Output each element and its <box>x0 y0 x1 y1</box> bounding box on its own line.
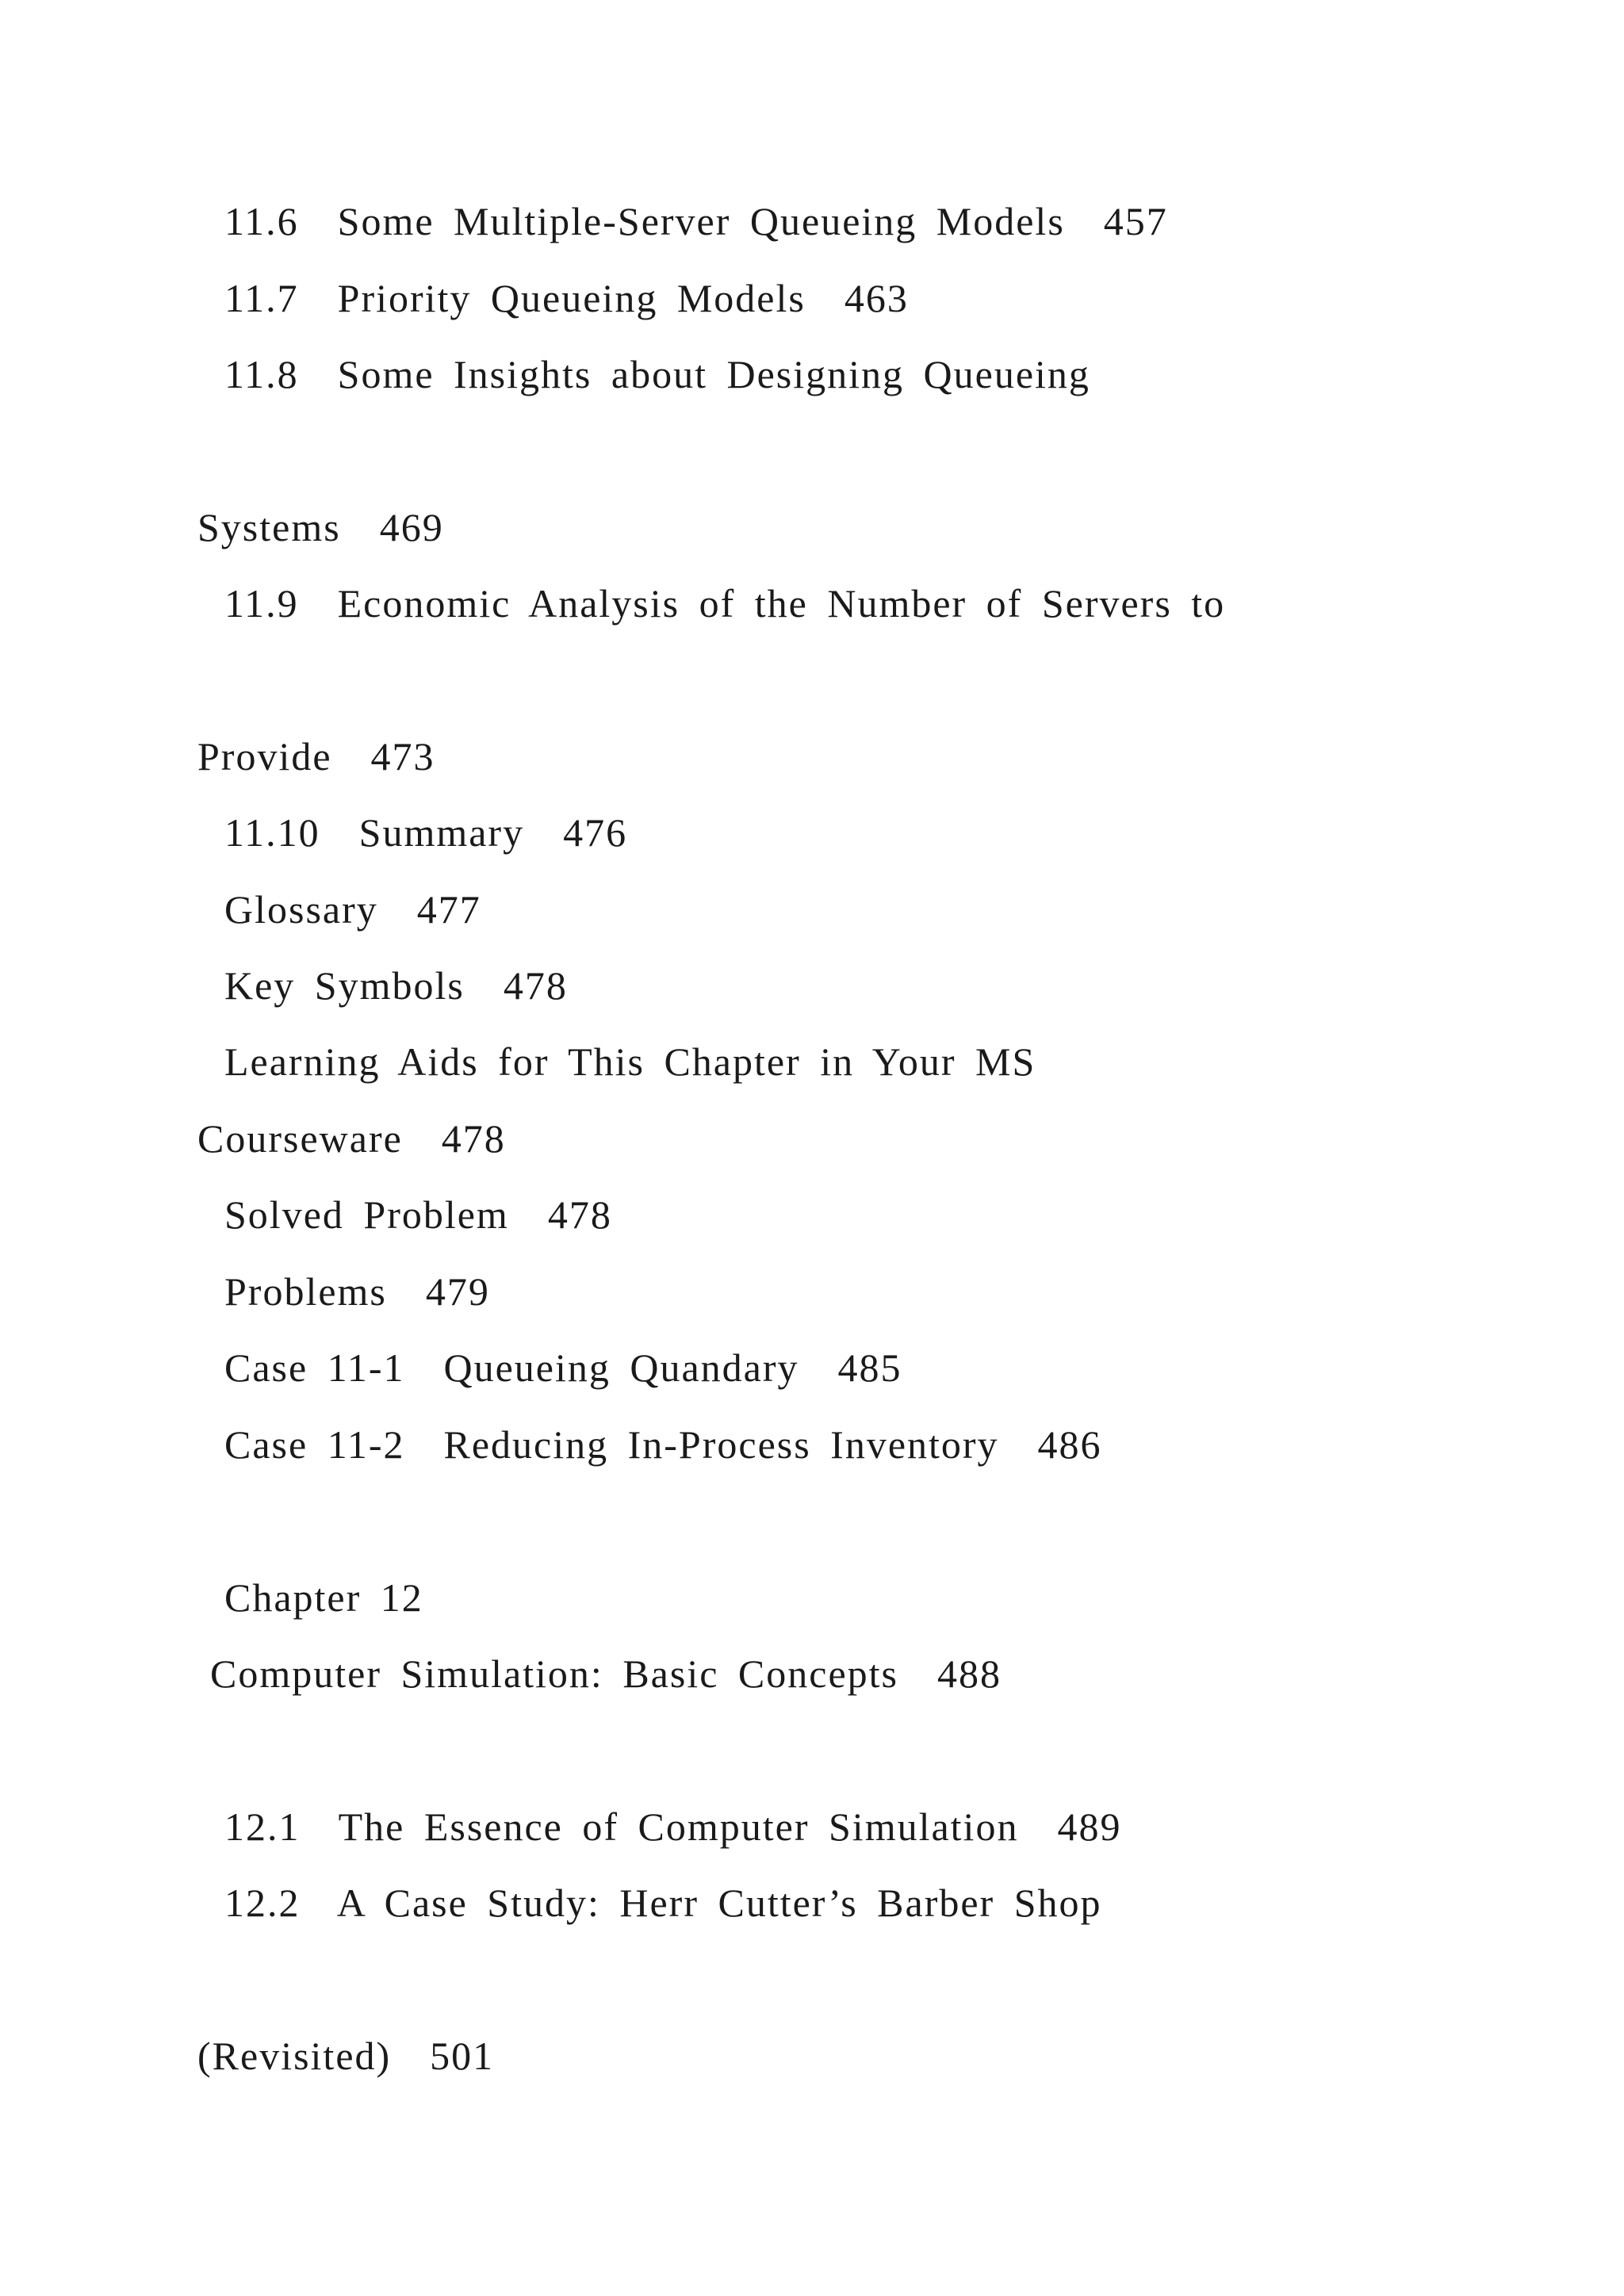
toc-entry-case-11-2: Case 11-2 Reducing In-Process Inventory 486 <box>224 1422 1102 1467</box>
toc-entry-11-6: 11.6 Some Multiple-Server Queueing Models 457 <box>224 199 1168 243</box>
toc-entry-learning-aids: Learning Aids for This Chapter in Your MS <box>224 1039 1036 1084</box>
toc-entry-11-10: 11.10 Summary 476 <box>224 810 628 855</box>
toc-entry-12-2: 12.2 A Case Study: Herr Cutter’s Barber Shop <box>224 1881 1102 1925</box>
toc-entry-key-symbols: Key Symbols 478 <box>224 963 568 1008</box>
toc-entry-case-11-1: Case 11-1 Queueing Quandary 485 <box>224 1345 902 1390</box>
toc-entry-11-9: 11.9 Economic Analysis of the Number of Servers to <box>224 581 1226 626</box>
toc-entry-11-7: 11.7 Priority Queueing Models 463 <box>224 276 909 320</box>
toc-entry-problems: Problems 479 <box>224 1269 490 1314</box>
toc-entry-11-8: 11.8 Some Insights about Designing Queueing <box>224 352 1090 396</box>
toc-entry-12-1: 12.1 The Essence of Computer Simulation 489 <box>224 1804 1122 1849</box>
toc-entry-learning-aids-continuation: Courseware 478 <box>197 1116 506 1161</box>
toc-entry-12-2-continuation: (Revisited) 501 <box>197 2034 495 2078</box>
chapter-label: Chapter 12 <box>224 1575 423 1620</box>
toc-entry-solved-problem: Solved Problem 478 <box>224 1192 612 1237</box>
chapter-title: Computer Simulation: Basic Concepts 488 <box>210 1651 1002 1696</box>
toc-entry-11-9-continuation: Provide 473 <box>197 734 435 779</box>
toc-entry-11-8-continuation: Systems 469 <box>197 505 444 549</box>
toc-entry-glossary: Glossary 477 <box>224 887 481 932</box>
